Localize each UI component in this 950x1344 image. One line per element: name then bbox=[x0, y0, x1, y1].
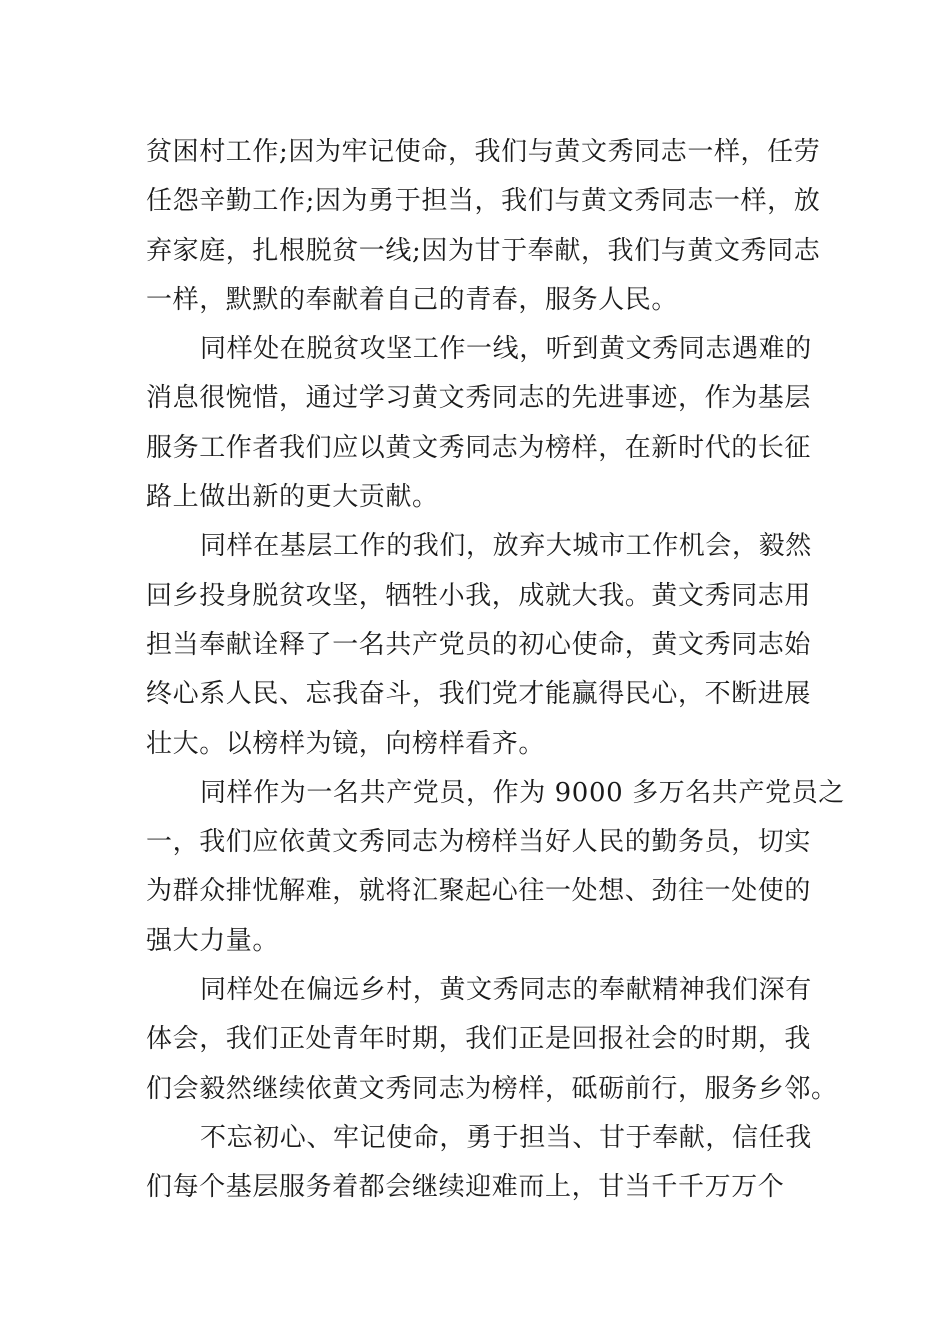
text-line: 贫困村工作;因为牢记使命，我们与黄文秀同志一样，任劳 bbox=[146, 137, 821, 167]
text-line: 消息很惋惜，通过学习黄文秀同志的先进事迹，作为基层 bbox=[146, 383, 812, 414]
document-body bbox=[146, 128, 845, 1213]
text-line: 服务工作者我们应以黄文秀同志为榜样，在新时代的长征 bbox=[146, 432, 812, 463]
paragraph-first-line: 同样处在脱贫攻坚工作一线，听到黄文秀同志遇难的 bbox=[200, 334, 812, 365]
text-line: 担当奉献诠释了一名共产党员的初心使命，黄文秀同志始 bbox=[146, 629, 812, 660]
paragraph-first-line: 不忘初心、牢记使命，勇于担当、甘于奉献，信任我 bbox=[200, 1122, 812, 1153]
text-line: 一，我们应依黄文秀同志为榜样当好人民的勤务员，切实 bbox=[146, 827, 812, 858]
text-line: 们会毅然继续依黄文秀同志为榜样，砥砺前行，服务乡邻。 bbox=[146, 1073, 838, 1104]
text-line: 终心系人民、忘我奋斗，我们党才能赢得民心，不断进展 bbox=[146, 679, 812, 710]
text-line: 任怨辛勤工作;因为勇于担当，我们与黄文秀同志一样，放 bbox=[146, 186, 821, 217]
text-line: 路上做出新的更大贡献。 bbox=[146, 482, 439, 513]
paragraph-first-line: 同样作为一名共产党员，作为 9000 多万名共产党员之 bbox=[200, 777, 845, 808]
text-line: 回乡投身脱贫攻坚，牺牲小我，成就大我。黄文秀同志用 bbox=[146, 580, 812, 611]
text-line: 们每个基层服务着都会继续迎难而上，甘当千千万万个 bbox=[146, 1172, 785, 1203]
text-line: 壮大。以榜样为镜，向榜样看齐。 bbox=[146, 728, 546, 759]
paragraph-first-line: 同样在基层工作的我们，放弃大城市工作机会，毅然 bbox=[200, 531, 812, 562]
text-line: 体会，我们正处青年时期，我们正是回报社会的时期，我 bbox=[146, 1024, 812, 1055]
text-line: 一样，默默的奉献着自己的青春，服务人民。 bbox=[146, 284, 679, 315]
text-line: 弃家庭，扎根脱贫一线;因为甘于奉献，我们与黄文秀同志 bbox=[146, 235, 821, 266]
paragraph-first-line: 同样处在偏远乡村，黄文秀同志的奉献精神我们深有 bbox=[200, 975, 812, 1006]
text-line: 强大力量。 bbox=[146, 925, 280, 956]
text-line: 为群众排忧解难，就将汇聚起心往一处想、劲往一处使的 bbox=[146, 876, 812, 907]
